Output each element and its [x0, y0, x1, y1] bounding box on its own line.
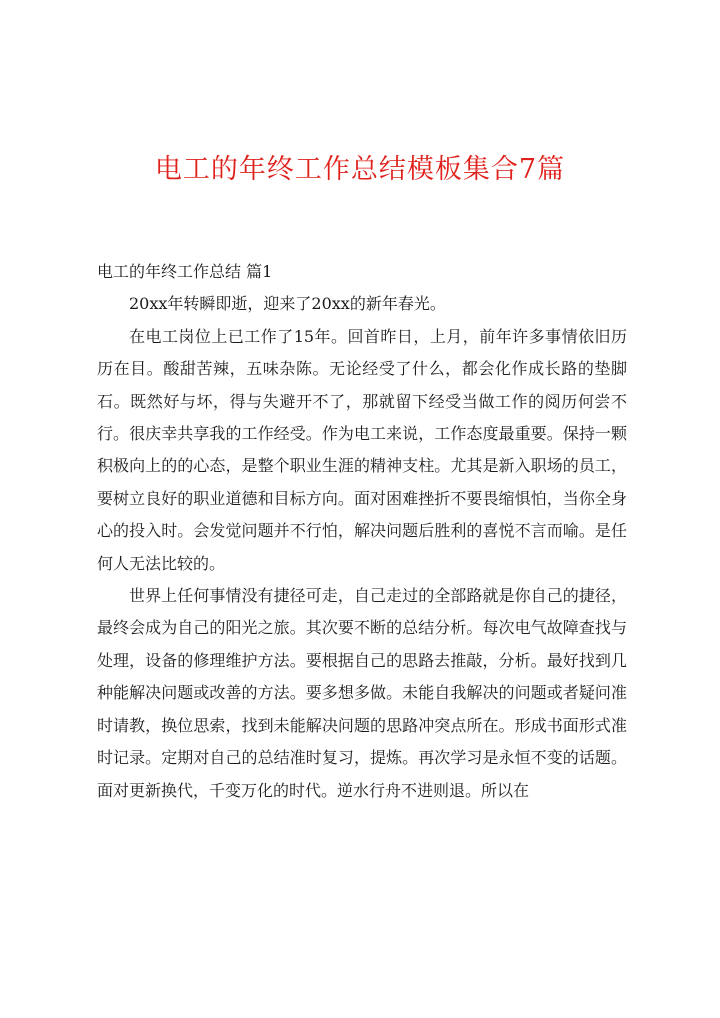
paragraph: 20xx年转瞬即逝，迎来了20xx的新年春光。: [129, 294, 446, 314]
document-title: 电工的年终工作总结模板集合7篇: [154, 154, 566, 185]
paragraph: 在电工岗位上已工作了15年。回首昨日，上月，前年许多事情依旧历历在目。酸甜苦辣，五味杂陈。无论经受了什么，都会化作成长路的垫脚石。既然好与坏，得与失避开不了，那就留下经受当做工作的阅历何尝不行。很庆幸共享我的工作经受。作为电工来说，工作态度最重要。保持一颗积极向上的的心态，是整个职业生涯的精神支柱。尤其是新入职场的员工，要树立良好的职业道德和目标方向。面对困难挫折不要畏缩惧怕，当你全身心的投入时。会发觉问题并不行怕，解决问题后胜利的喜悦不言而喻。是任何人无法比较的。: [97, 326, 627, 573]
section-heading: 电工的年终工作总结 篇1: [97, 262, 273, 281]
document-body: [97, 256, 627, 807]
paragraph: 世界上任何事情没有捷径可走，自己走过的全部路就是你自己的捷径，最终会成为自己的阳光之旅。其次要不断的总结分析。每次电气故障查找与处理，设备的修理维护方法。要根据自己的思路去推敲，分析。最好找到几种能解决问题或改善的方法。要多想多做。未能自我解决的问题或者疑问准时请教，换位思索，找到未能解决问题的思路冲突点所在。形成书面形式准时记录。定期对自己的总结准时复习，提炼。再次学习是永恒不变的话题。面对更新换代，千变万化的时代。逆水行舟不进则退。所以在: [97, 586, 627, 800]
